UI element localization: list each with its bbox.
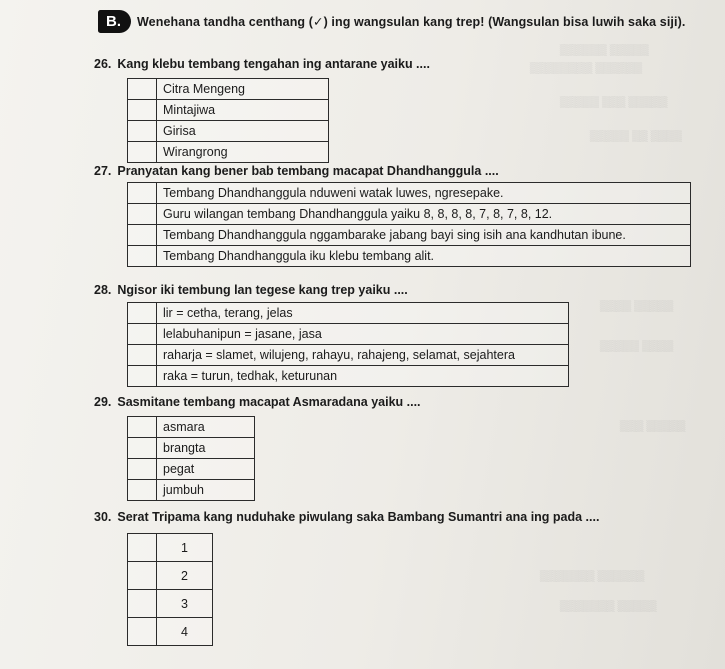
option-label: Tembang Dhandhanggula iku klebu tembang alit.: [157, 246, 691, 267]
question-28: [94, 283, 408, 297]
option-label: raharja = slamet, wilujeng, rahayu, rahajeng, selamat, sejahtera: [157, 345, 569, 366]
option-label: lir = cetha, terang, jelas: [157, 303, 569, 324]
option-label: Wirangrong: [157, 142, 329, 163]
options-table-27: [127, 182, 691, 267]
answer-checkbox[interactable]: [128, 121, 157, 142]
option-row: [128, 142, 329, 163]
option-label: asmara: [157, 417, 255, 438]
question-30: [94, 510, 599, 524]
option-label: raka = turun, tedhak, keturunan: [157, 366, 569, 387]
option-label: lelabuhanipun = jasane, jasa: [157, 324, 569, 345]
question-text: Sasmitane tembang macapat Asmaradana yaiku ....: [117, 395, 421, 409]
answer-checkbox[interactable]: [128, 204, 157, 225]
option-label: jumbuh: [157, 480, 255, 501]
option-label: Mintajiwa: [157, 100, 329, 121]
answer-checkbox[interactable]: [128, 618, 157, 646]
answer-checkbox[interactable]: [128, 417, 157, 438]
option-row: [128, 345, 569, 366]
option-row: [128, 79, 329, 100]
answer-checkbox[interactable]: [128, 324, 157, 345]
option-row: [128, 121, 329, 142]
question-text: Pranyatan kang bener bab tembang macapat Dhandhanggula ....: [117, 164, 499, 178]
option-label: Tembang Dhandhanggula nduweni watak luwes, ngresepake.: [157, 183, 691, 204]
question-number: 28.: [94, 283, 112, 297]
option-label: brangta: [157, 438, 255, 459]
option-label: Citra Mengeng: [157, 79, 329, 100]
answer-checkbox[interactable]: [128, 459, 157, 480]
answer-checkbox[interactable]: [128, 100, 157, 121]
option-row: [128, 246, 691, 267]
option-row: [128, 417, 255, 438]
option-label: pegat: [157, 459, 255, 480]
section-header: [98, 8, 685, 34]
option-label: 2: [157, 562, 213, 590]
options-table-29: [127, 416, 255, 501]
question-text: Ngisor iki tembung lan tegese kang trep yaiku ....: [117, 283, 408, 297]
options-table-30: [127, 533, 213, 646]
question-number: 30.: [94, 510, 112, 524]
question-29: [94, 395, 421, 409]
option-row: [128, 366, 569, 387]
options-table-28: [127, 302, 569, 387]
section-letter: B.: [98, 10, 131, 33]
option-label: 4: [157, 618, 213, 646]
option-row: [128, 324, 569, 345]
answer-checkbox[interactable]: [128, 142, 157, 163]
question-27: [94, 164, 499, 178]
option-row: [128, 618, 213, 646]
option-label: Guru wilangan tembang Dhandhanggula yaiku 8, 8, 8, 8, 7, 8, 7, 8, 12.: [157, 204, 691, 225]
question-text: Serat Tripama kang nuduhake piwulang saka Bambang Sumantri ana ing pada ....: [117, 510, 600, 524]
answer-checkbox[interactable]: [128, 562, 157, 590]
answer-checkbox[interactable]: [128, 590, 157, 618]
question-number: 27.: [94, 164, 112, 178]
option-row: [128, 562, 213, 590]
answer-checkbox[interactable]: [128, 438, 157, 459]
options-table-26: [127, 78, 329, 163]
option-row: [128, 438, 255, 459]
answer-checkbox[interactable]: [128, 480, 157, 501]
answer-checkbox[interactable]: [128, 345, 157, 366]
answer-checkbox[interactable]: [128, 303, 157, 324]
worksheet-page: ▒▒▒▒▒ ▒▒▒▒▒▒ ▒▒▒▒▒▒ ▒▒▒▒▒▒▒▒ ▒▒▒▒▒ ▒▒▒ ▒▒▒▒▒ ▒▒▒▒ ▒▒ ▒▒▒▒▒ ▒▒▒▒▒ ▒▒▒▒ ▒▒▒▒ ▒▒▒▒▒ ▒▒▒▒▒ ▒▒▒ ▒▒▒▒▒▒ ▒▒▒▒▒▒▒ ▒▒▒▒▒ ▒▒▒▒▒▒▒ B. Wenehana tandha centhang (✓) ing wangsulan kang trep! (Wangsulan bisa luwih saka siji). 26. Kang klebu tembang tengahan ing antarane yaiku .... Citra Mengeng Mintajiwa Girisa Wirangrong 27. Pranyatan kang bener bab tembang macapat Dhandhanggula .... Tembang Dhandhanggula nduweni watak luwes, ngresepake. Guru wilangan tembang Dhandhanggula yaiku 8, 8, 8, 8, 7, 8, 7, 8, 12. Tembang Dhandhanggula nggambarake jabang bayi sing isih ana kandhutan ibune. Tembang Dhandhanggula iku klebu tembang alit. 28. Ngisor iki tembung lan tegese kang trep yaiku .... lir = cetha, terang, jelas lelabuhanipun = jasane, jasa raharja = slamet, wilujeng, rahayu, rahajeng, selamat, sejahtera raka = turun, tedhak, keturunan 29. Sasmitane tembang macapat Asmaradana yaiku .... asmara brangta pegat jumbuh 30. Serat Tripama kang nuduhake piwulang saka Bambang Sumantri ana ing pada .... 1 2 3 4: [0, 0, 725, 669]
option-label: Tembang Dhandhanggula nggambarake jabang bayi sing isih ana kandhutan ibune.: [157, 225, 691, 246]
option-row: [128, 183, 691, 204]
option-row: [128, 534, 213, 562]
answer-checkbox[interactable]: [128, 534, 157, 562]
option-label: 3: [157, 590, 213, 618]
option-row: [128, 480, 255, 501]
option-row: [128, 225, 691, 246]
question-26: [94, 57, 430, 71]
option-row: [128, 459, 255, 480]
section-instruction: Wenehana tandha centhang (✓) ing wangsulan kang trep! (Wangsulan bisa luwih saka siji).: [137, 14, 686, 29]
answer-checkbox[interactable]: [128, 246, 157, 267]
option-row: [128, 303, 569, 324]
question-number: 29.: [94, 395, 112, 409]
answer-checkbox[interactable]: [128, 79, 157, 100]
question-text: Kang klebu tembang tengahan ing antarane yaiku ....: [117, 57, 430, 71]
option-row: [128, 204, 691, 225]
answer-checkbox[interactable]: [128, 183, 157, 204]
answer-checkbox[interactable]: [128, 366, 157, 387]
option-label: Girisa: [157, 121, 329, 142]
option-row: [128, 590, 213, 618]
question-number: 26.: [94, 57, 112, 71]
answer-checkbox[interactable]: [128, 225, 157, 246]
option-label: 1: [157, 534, 213, 562]
option-row: [128, 100, 329, 121]
